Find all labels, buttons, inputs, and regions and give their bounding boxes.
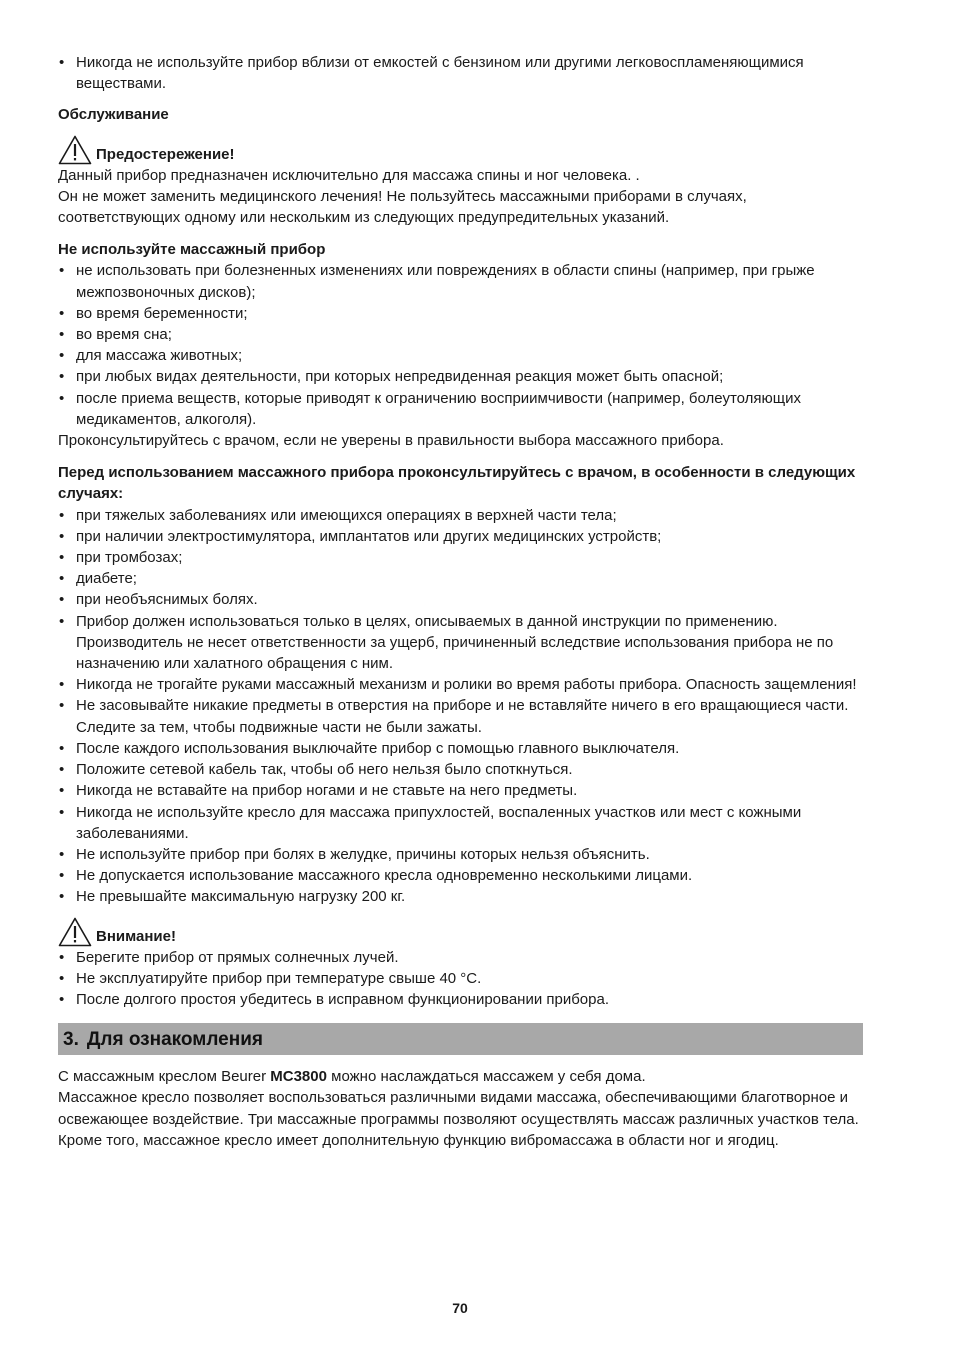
section-heading-bar xyxy=(58,1023,863,1055)
list-item: • при тромбозах; xyxy=(58,547,866,568)
page-number: 70 xyxy=(452,1300,468,1316)
list-item: • После долгого простоя убедитесь в исправном функционировании прибора. xyxy=(58,989,866,1010)
list-item: • После каждого использования выключайте прибор с помощью главного выключателя. xyxy=(58,738,866,759)
list-item: • во время беременности; xyxy=(58,303,866,324)
list-item: • для массажа животных; xyxy=(58,345,866,366)
caution-heading xyxy=(58,135,866,165)
attention-heading xyxy=(58,917,866,947)
fire-warning-list xyxy=(58,52,866,94)
list-item: • Положите сетевой кабель так, чтобы об него нельзя было споткнуться. xyxy=(58,759,866,780)
maintenance-heading: Обслуживание xyxy=(58,106,169,124)
section-title: Для ознакомления xyxy=(86,1028,263,1050)
do-not-use-list xyxy=(58,260,866,430)
list-item: • Берегите прибор от прямых солнечных лучей. xyxy=(58,947,866,968)
list-item: • диабете; xyxy=(58,568,866,589)
description-paragraph: Массажное кресло позволяет воспользоваться различными видами массажа, обеспечивающими благотворное и освежающее воздействие. Три массажные программы позволяют осуществлять массаж различных участков тела. xyxy=(58,1089,859,1128)
consult-list xyxy=(58,505,866,908)
list-item: • при необъяснимых болях. xyxy=(58,589,866,610)
list-item: • Не используйте прибор при болях в желудке, причины которых нельзя объяснить. xyxy=(58,844,866,865)
attention-label: Внимание! xyxy=(96,927,176,945)
list-item: • Не засовывайте никакие предметы в отверстия на приборе и не вставляйте ничего в его вращающиеся части. Следите за тем, чтобы подвижные части не были зажаты. xyxy=(58,695,866,737)
list-item: • при тяжелых заболеваниях или имеющихся операциях в верхней части тела; xyxy=(58,505,866,526)
caution-text: Он не может заменить медицинского лечения! Не пользуйтесь массажными приборами в случаях, соответствующих одному или нескольким из следующих предупредительных указаний. xyxy=(58,187,747,227)
document-page xyxy=(58,52,866,1151)
intro-text: С массажным креслом Beurer xyxy=(58,1068,271,1086)
list-item: • Никогда не трогайте руками массажный механизм и ролики во время работы прибора. Опасность защемления! xyxy=(58,674,866,695)
list-item: • не использовать при болезненных изменениях или повреждениях в области спины (например, при грыже межпозвоночных дисков); xyxy=(58,260,866,302)
list-item: • во время сна; xyxy=(58,324,866,345)
do-not-use-heading: Не используйте массажный прибор xyxy=(58,241,326,259)
section-number: 3. xyxy=(63,1028,79,1050)
intro-text: можно наслаждаться массажем у себя дома. xyxy=(326,1068,646,1086)
warning-triangle-icon xyxy=(58,917,92,947)
list-item: • при любых видах деятельности, при которых непредвиденная реакция может быть опасной; xyxy=(58,366,866,387)
caution-label: Предостережение! xyxy=(96,145,235,163)
consult-note: Проконсультируйтесь с врачом, если не уверены в правильности выбора массажного прибора. xyxy=(58,432,724,450)
attention-list xyxy=(58,947,866,1011)
model-name: MC3800 xyxy=(270,1068,327,1086)
consult-heading: Перед использованием массажного прибора проконсультируйтесь с врачом, в особенности в следующих случаях: xyxy=(58,464,856,503)
intro-paragraph xyxy=(58,1066,866,1087)
list-item: • Не допускается использование массажного кресла одновременно несколькими лицами. xyxy=(58,865,866,886)
vibration-paragraph: Кроме того, массажное кресло имеет дополнительную функцию вибромассажа в области ног и ягодиц. xyxy=(58,1131,779,1149)
caution-text: Данный прибор предназначен исключительно для массажа спины и ног человека. . xyxy=(58,166,640,184)
list-item: • Никогда не вставайте на прибор ногами и не ставьте на него предметы. xyxy=(58,780,866,801)
list-item: • Никогда не используйте прибор вблизи от емкостей с бензином или другими легковоспламеняющимися веществами. xyxy=(58,52,866,94)
list-item: • Не эксплуатируйте прибор при температуре свыше 40 °C. xyxy=(58,968,866,989)
list-item: • Не превышайте максимальную нагрузку 200 кг. xyxy=(58,886,866,907)
list-item: • при наличии электростимулятора, имплантатов или других медицинских устройств; xyxy=(58,526,866,547)
list-item: • Прибор должен использоваться только в целях, описываемых в данной инструкции по применению. Производитель не несет ответственности за ущерб, причиненный вследствие использования прибора не по назначению или халатного обращения с ним. xyxy=(58,611,866,675)
warning-triangle-icon xyxy=(58,135,92,165)
list-item: • после приема веществ, которые приводят к ограничению восприимчивости (например, болеутоляющих медикаментов, алкоголя). xyxy=(58,388,866,430)
list-item: • Никогда не используйте кресло для массажа припухлостей, воспаленных участков или мест с кожными заболеваниями. xyxy=(58,802,866,844)
